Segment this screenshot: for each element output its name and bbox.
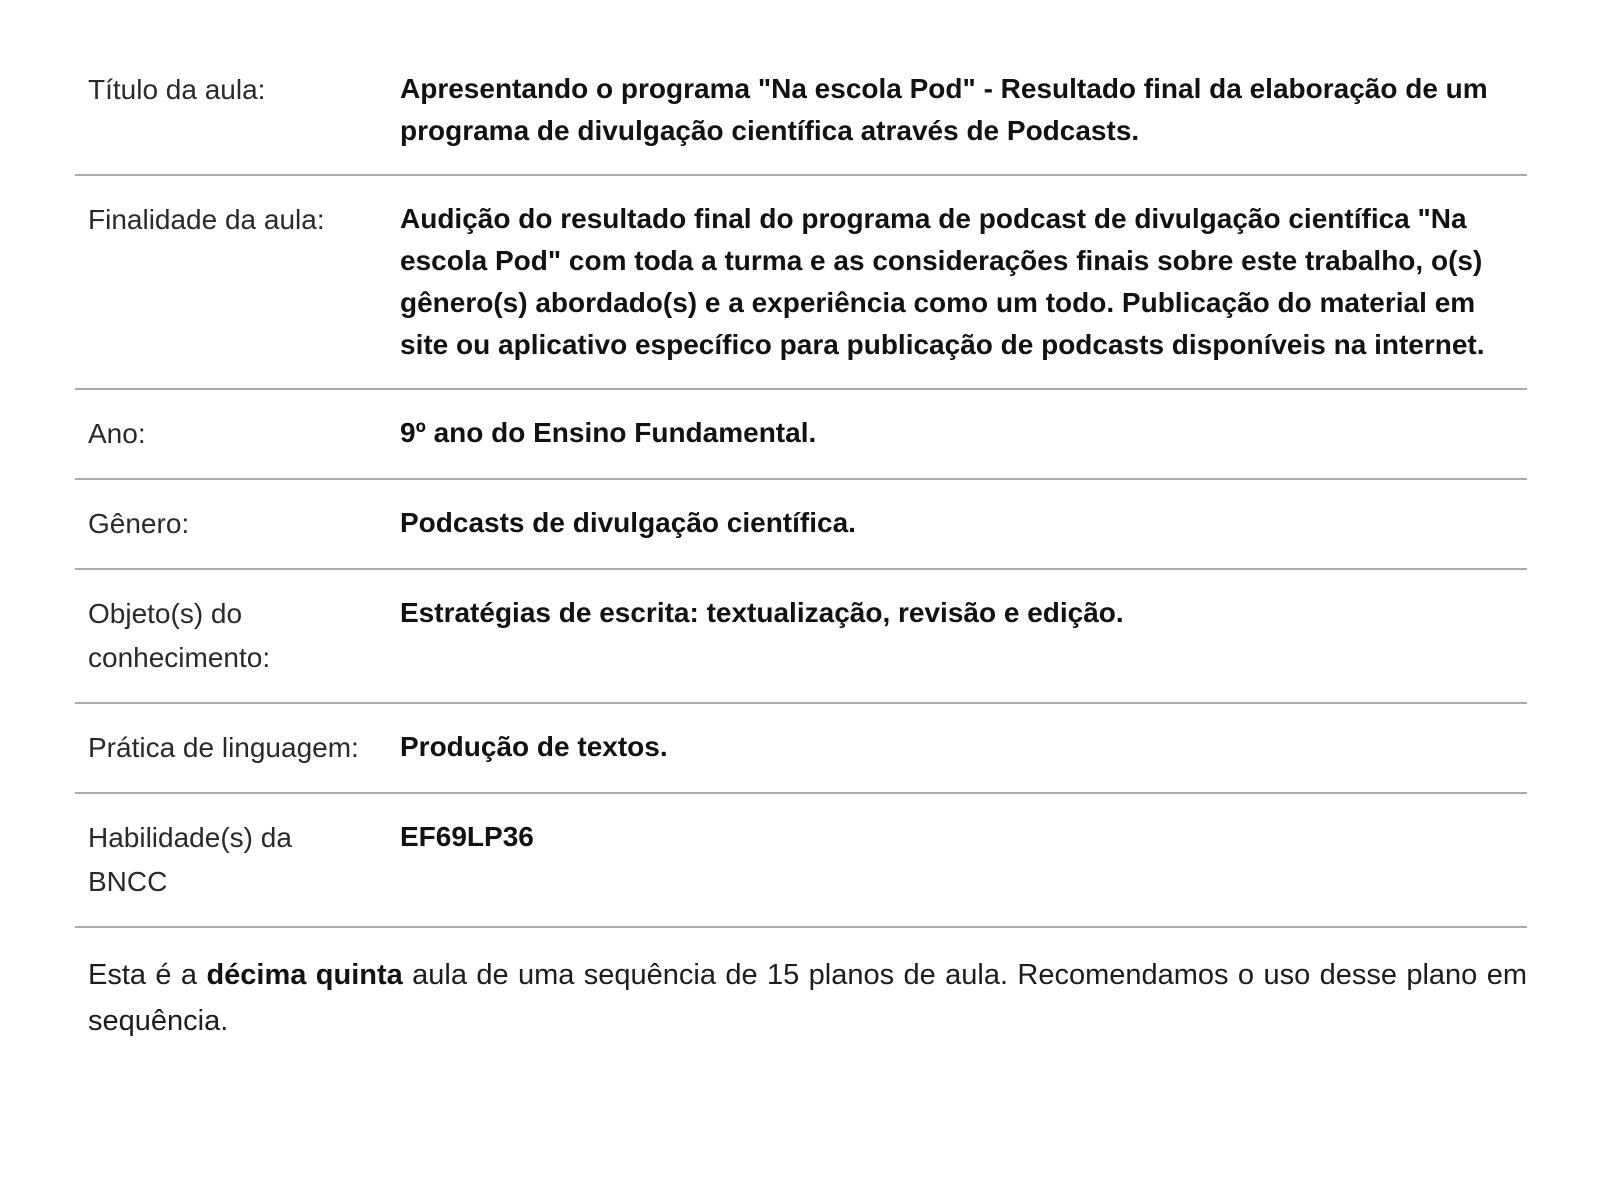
row-value: EF69LP36 <box>400 821 534 852</box>
row-label: Objeto(s) do conhecimento: <box>88 598 271 673</box>
sequence-note <box>75 928 1527 1044</box>
row-value: 9º ano do Ensino Fundamental. <box>400 417 817 448</box>
table-row-objeto-conhecimento <box>75 570 1527 704</box>
row-label: Prática de linguagem: <box>88 732 359 763</box>
row-label: Finalidade da aula: <box>88 204 325 235</box>
row-value: Estratégias de escrita: textualização, revisão e edição. <box>400 597 1124 628</box>
sequence-note-bold: décima quinta <box>206 959 403 991</box>
row-label: Gênero: <box>88 508 190 539</box>
row-label: Título da aula: <box>88 74 266 105</box>
table-row-titulo <box>75 46 1527 176</box>
table-row-pratica-linguagem <box>75 704 1527 794</box>
row-label: Ano: <box>88 418 146 449</box>
row-value: Produção de textos. <box>400 731 668 762</box>
sequence-note-part1: Esta é a <box>88 959 207 991</box>
row-value: Apresentando o programa "Na escola Pod" - Resultado final da elaboração de um programa de divulgação científica através de Podcasts. <box>400 73 1488 146</box>
sequence-note-part2: aula de uma sequência de 15 planos de aula. Recomendamos o uso desse plano em sequência. <box>88 959 1527 1037</box>
lesson-plan-document <box>75 0 1527 1044</box>
row-label: Habilidade(s) da BNCC <box>88 822 292 897</box>
table-row-finalidade <box>75 176 1527 390</box>
table-row-habilidade-bncc <box>75 794 1527 928</box>
table-row-genero <box>75 480 1527 570</box>
row-value: Audição do resultado final do programa de podcast de divulgação científica "Na escola Pod" com toda a turma e as considerações finais sobre este trabalho, o(s) gênero(s) abordado(s) e a experiência como um todo. Publicação do material em site ou aplicativo específico para publicação de podcasts disponíveis na internet. <box>400 203 1485 360</box>
row-value: Podcasts de divulgação científica. <box>400 507 856 538</box>
table-row-ano <box>75 390 1527 480</box>
